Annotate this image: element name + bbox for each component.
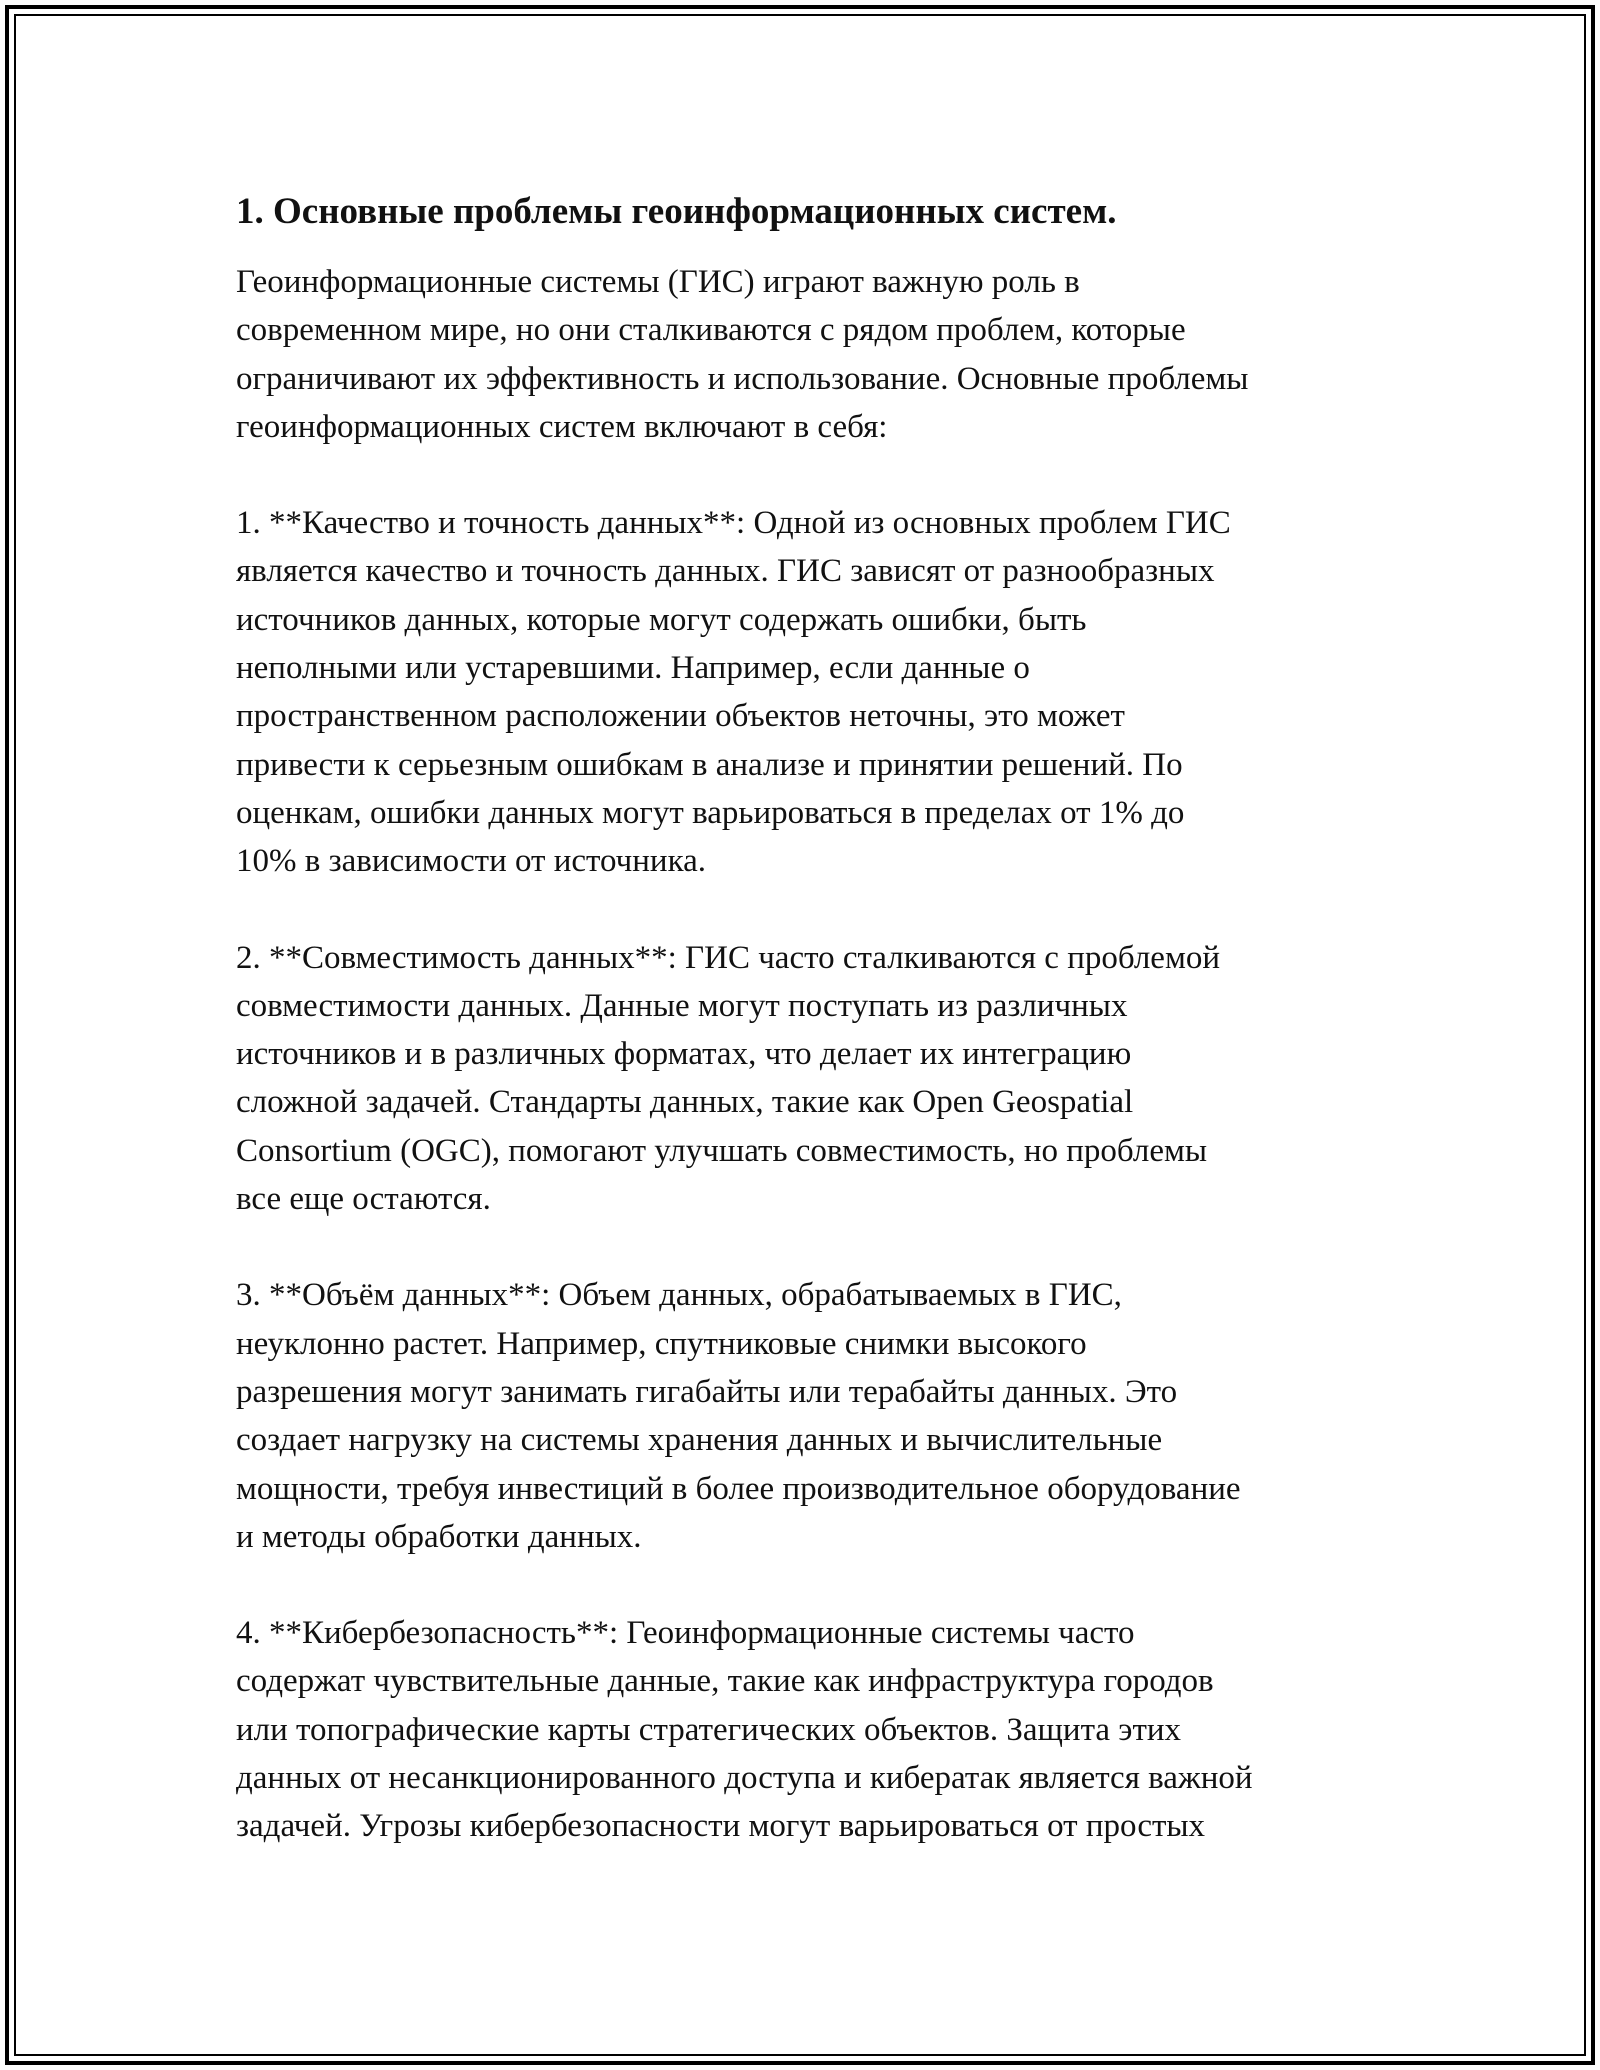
text-line: 2. **Совместимость данных**: ГИС часто сталкиваются с проблемой xyxy=(236,939,1220,976)
text-line: сложной задачей. Стандарты данных, такие как Open Geospatial xyxy=(236,1084,1134,1121)
document-heading: 1. Основные проблемы геоинформационных систем. xyxy=(236,191,1117,232)
text-line: 1. **Качество и точность данных**: Одной из основных проблем ГИС xyxy=(236,505,1231,542)
text-line: Геоинформационные системы (ГИС) играют важную роль в xyxy=(236,264,1080,300)
text-line: является качество и точность данных. ГИС зависят от разнообразных xyxy=(236,553,1215,590)
text-line: современном мире, но они сталкиваются с рядом проблем, которые xyxy=(236,312,1186,349)
paragraph-data-volume xyxy=(236,1271,1376,1561)
text-line: задачей. Угрозы кибербезопасности могут варьироваться от простых xyxy=(236,1808,1206,1845)
paragraph-intro xyxy=(236,258,1376,451)
text-line: мощности, требуя инвестиций в более производительное оборудование xyxy=(236,1470,1241,1507)
text-line: данных от несанкционированного доступа и кибератак является важной xyxy=(236,1760,1253,1797)
text-line: ограничивают их эффективность и использование. Основные проблемы xyxy=(236,360,1249,397)
text-line: 3. **Объём данных**: Объем данных, обрабатываемых в ГИС, xyxy=(236,1277,1122,1314)
text-line: 4. **Кибербезопасность**: Геоинформационные системы часто xyxy=(236,1615,1135,1652)
text-line: оценкам, ошибки данных могут варьироваться в пределах от 1% до xyxy=(236,794,1185,831)
text-line: или топографические карты стратегических объектов. Защита этих xyxy=(236,1711,1182,1748)
text-line: создает нагрузку на системы хранения данных и вычислительные xyxy=(236,1422,1163,1459)
text-line: привести к серьезным ошибкам в анализе и принятии решений. По xyxy=(236,746,1183,783)
text-line: содержат чувствительные данные, такие как инфраструктура городов xyxy=(236,1663,1214,1700)
text-line: неуклонно растет. Например, спутниковые снимки высокого xyxy=(236,1325,1087,1362)
text-line: все еще остаются. xyxy=(236,1181,491,1218)
paragraph-data-compatibility xyxy=(236,934,1376,1224)
text-line: разрешения могут занимать гигабайты или терабайты данных. Это xyxy=(236,1373,1178,1410)
text-line: геоинформационных систем включают в себя: xyxy=(236,408,888,445)
text-line: 10% в зависимости от источника. xyxy=(236,843,707,880)
text-line: и методы обработки данных. xyxy=(236,1518,642,1555)
paragraph-data-quality xyxy=(236,499,1376,885)
text-line: пространственном расположении объектов неточны, это может xyxy=(236,698,1125,735)
paragraph-cybersecurity xyxy=(236,1609,1376,1850)
document-body xyxy=(236,188,1376,1899)
text-line: совместимости данных. Данные могут поступать из различных xyxy=(236,987,1128,1024)
text-line: источников и в различных форматах, что делает их интеграцию xyxy=(236,1036,1132,1073)
text-line: неполными или устаревшими. Например, если данные о xyxy=(236,650,1030,687)
text-line: источников данных, которые могут содержать ошибки, быть xyxy=(236,601,1087,638)
text-line: Consortium (OGC), помогают улучшать совместимость, но проблемы xyxy=(236,1132,1208,1169)
